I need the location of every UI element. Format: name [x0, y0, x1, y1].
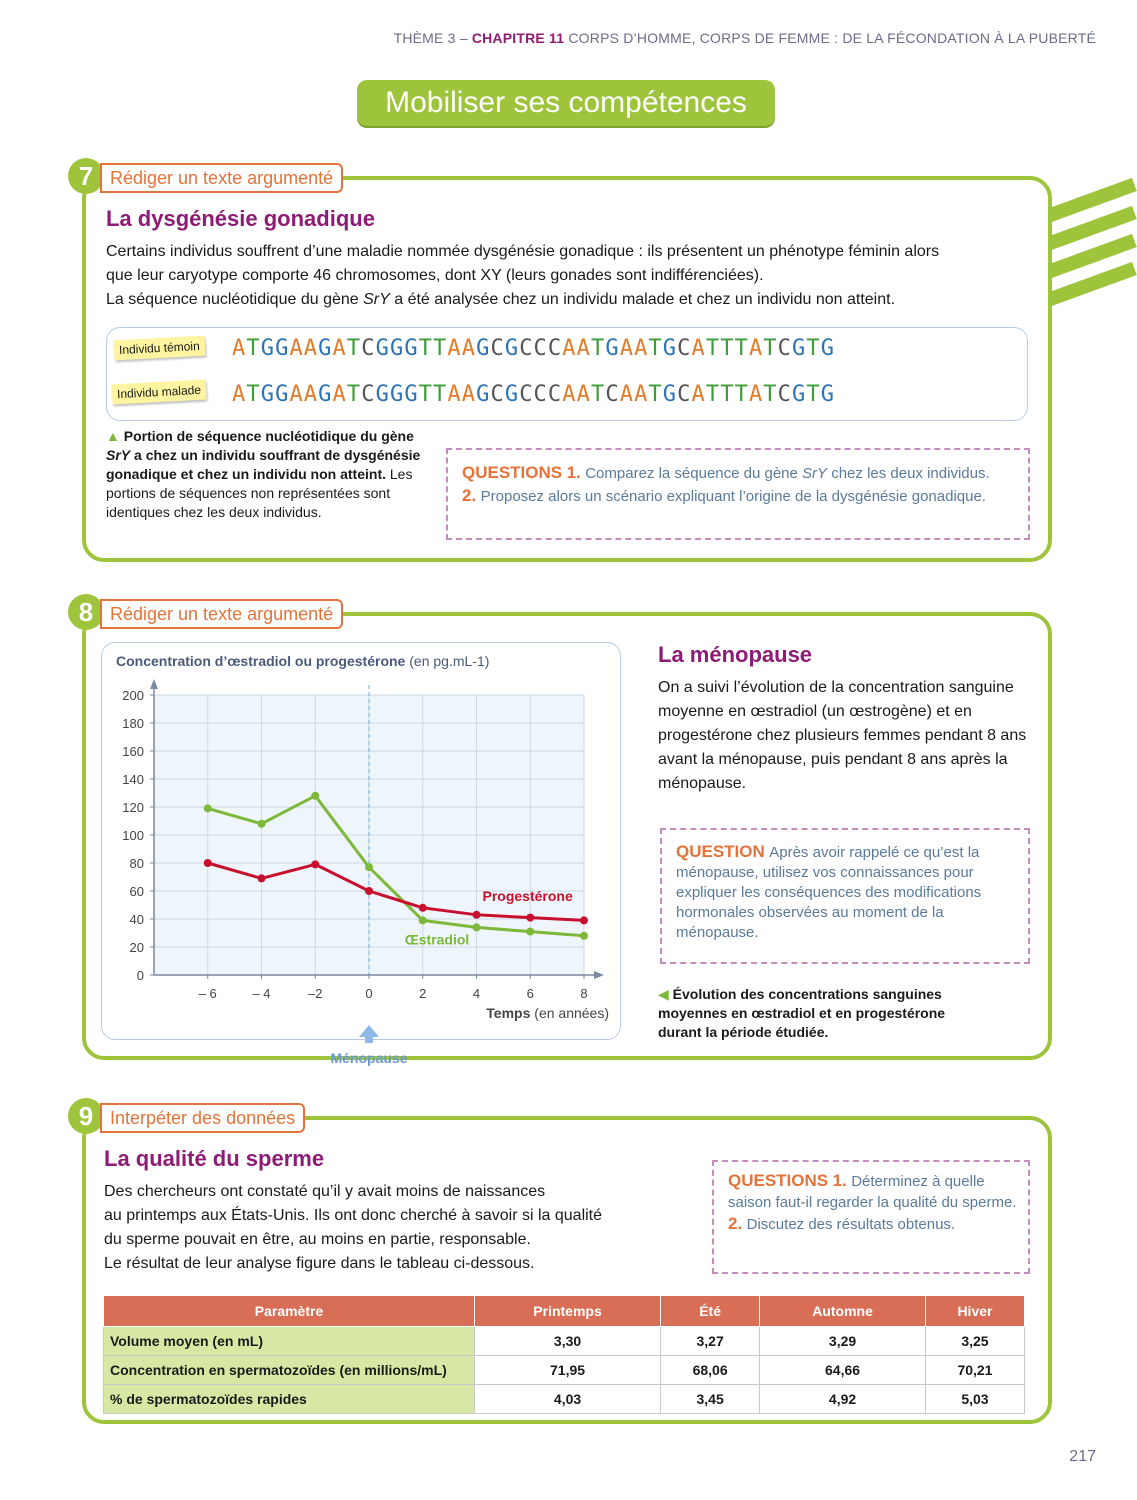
- header-subtitle: CORPS D’HOMME, CORPS DE FEMME : DE LA FÉCONDATION À LA PUBERTÉ: [568, 30, 1096, 46]
- y-tick-label: 100: [122, 828, 144, 843]
- data-point: [580, 916, 588, 924]
- y-tick-label: 60: [129, 884, 144, 899]
- data-point: [526, 928, 534, 936]
- x-tick-label: 2: [419, 986, 427, 1001]
- header-chapter: CHAPITRE 11: [471, 30, 565, 46]
- exercise-9-tag: Interpéter des données: [100, 1103, 305, 1133]
- exercise-7-tag: Rédiger un texte argumenté: [100, 163, 343, 193]
- x-tick-label: – 4: [252, 986, 271, 1001]
- sperm-quality-table: [103, 1295, 1025, 1414]
- table-row: % de spermatozoïdes rapides 4,03 3,45 4,92 5,03: [104, 1385, 1025, 1414]
- page-number: 217: [1069, 1448, 1096, 1465]
- table-header-row: Paramètre Printemps Été Automne Hiver: [104, 1296, 1025, 1327]
- header-theme: THÈME 3 –: [393, 30, 468, 46]
- question-1: Déterminez à quelle saison faut-il regarder la qualité du sperme.: [728, 1173, 1017, 1211]
- data-point: [473, 923, 481, 931]
- exercise-8-question: [660, 828, 1030, 964]
- x-tick-label: – 6: [198, 986, 217, 1001]
- data-point: [419, 916, 427, 924]
- series-label-oestradiol: Œstradiol: [404, 931, 470, 948]
- x-tick-label: –2: [308, 986, 323, 1001]
- y-tick-label: 120: [122, 800, 144, 815]
- x-tick-label: 4: [472, 986, 481, 1001]
- y-tick-label: 200: [122, 688, 144, 703]
- exercise-9-intro: Des chercheurs ont constaté qu’il y avait moins de naissances au printemps aux États-Unis. Ils ont donc cherché à savoir si la qualité du sperme pouvait en être, au moins en partie, responsable. Le résultat de leur analyse figure dans le tableau ci-dessous.: [104, 1183, 603, 1272]
- data-point: [204, 859, 212, 867]
- intro-line-1: Certains individus souffrent d’une maladie nommée dysgénésie gonadique : ils présentent un phénotype féminin alors: [106, 243, 940, 260]
- data-point: [204, 804, 212, 812]
- question-2: Proposez alors un scénario expliquant l’origine de la dysgénésie gonadique.: [480, 488, 986, 505]
- data-point: [473, 911, 481, 919]
- exercise-8-paragraph: On a suivi l’évolution de la concentration sanguine moyenne en œstradiol (un œstrogène) et en progestérone chez plusieurs femmes pendant 8 ans avant la ménopause, puis pendant 8 ans après la ménopause.: [658, 679, 1027, 792]
- questions-label: QUESTIONS: [462, 463, 563, 482]
- x-tick-label: 8: [580, 986, 588, 1001]
- exercise-8-caption: ◀ Évolution des concentrations sanguines moyennes en œstradiol et en progestérone durant la période étudiée.: [658, 986, 946, 1040]
- data-point: [365, 887, 373, 895]
- sequence-temoin: ATGGAAGATCGGGTTAAGCGCCCAATGAATGCATTTATCGTG: [232, 336, 836, 361]
- intro-line-3: La séquence nucléotidique du gène SrY a été analysée chez un individu malade et chez un individu non atteint.: [106, 291, 896, 308]
- exercise-7-title: La dysgénésie gonadique: [106, 206, 375, 231]
- x-axis-arrow-icon: [594, 971, 604, 979]
- exercise-8-tag: Rédiger un texte argumenté: [100, 599, 343, 629]
- question-2: Discutez des résultats obtenus.: [746, 1216, 956, 1233]
- y-tick-label: 180: [122, 716, 144, 731]
- table-row: Concentration en spermatozoïdes (en millions/mL) 71,95 68,06 64,66 70,21: [104, 1356, 1025, 1385]
- question-label: QUESTION: [676, 842, 765, 861]
- y-axis-arrow-icon: [150, 679, 158, 689]
- exercise-7-questions: QUESTIONS 1. Comparez la séquence du gène SrY chez les deux individus. 2. Proposez alors un scénario expliquant l’origine de la dysgénésie gonadique.: [446, 448, 1030, 540]
- sequence-malade: ATGGAAGATCGGGTTAAGCGCCCAATCAATGCATTTATCGTG: [232, 382, 836, 407]
- y-tick-label: 160: [122, 744, 144, 759]
- running-header: [394, 30, 1096, 46]
- data-point: [580, 932, 588, 940]
- caption-triangle-icon: ◀: [658, 986, 669, 1002]
- question-text: Après avoir rappelé ce qu’est la ménopause, utilisez vos connaissances pour expliquer les conséquences des modifications hormonales observées au moment de la ménopause.: [676, 844, 982, 941]
- chart-title: Concentration d’œstradiol ou progestérone (en pg.mL-1): [116, 653, 490, 669]
- page-title: Mobiliser ses compétences: [357, 80, 775, 126]
- data-point: [311, 860, 319, 868]
- decorative-stripes: [1042, 178, 1128, 298]
- exercise-7-number: 7: [68, 158, 104, 194]
- y-tick-label: 0: [136, 968, 144, 983]
- intro-line-2: que leur caryotype comporte 46 chromosomes, dont XY (leurs gonades sont indifférenciées).: [106, 267, 764, 284]
- x-axis-label: Temps (en années): [486, 1005, 609, 1021]
- data-point: [258, 874, 266, 882]
- data-point: [419, 904, 427, 912]
- exercise-9-title: La qualité du sperme: [104, 1146, 325, 1171]
- menopause-label: Ménopause: [330, 1050, 408, 1066]
- hormone-line-chart: [102, 643, 620, 1066]
- data-point: [311, 792, 319, 800]
- label-individu-temoin: Individu témoin: [114, 336, 206, 361]
- exercise-9-number: 9: [68, 1098, 104, 1134]
- data-point: [365, 863, 373, 871]
- label-individu-malade: Individu malade: [112, 380, 207, 405]
- y-tick-label: 20: [129, 940, 144, 955]
- exercise-7-caption: ▲ Portion de séquence nucléotidique du gène SrY a chez un individu souffrant de dysgénésie gonadique et chez un individu non atteint. Les portions de séquences non représentées sont identiques chez les deux individus.: [106, 428, 421, 520]
- exercise-8-number: 8: [68, 594, 104, 630]
- series-label-progesterone: Progestérone: [482, 887, 573, 904]
- exercise-9-questions: QUESTIONS 1. Déterminez à quelle saison faut-il regarder la qualité du sperme. 2. Discutez des résultats obtenus.: [712, 1160, 1030, 1274]
- y-tick-label: 140: [122, 772, 144, 787]
- x-tick-label: 6: [526, 986, 534, 1001]
- exercise-8-title: La ménopause: [658, 642, 813, 667]
- data-point: [526, 914, 534, 922]
- caption-triangle-icon: ▲: [106, 428, 120, 444]
- y-tick-label: 40: [129, 912, 144, 927]
- question-1: Comparez la séquence du gène SrY chez les deux individus.: [585, 465, 990, 482]
- graph-panel: [101, 642, 621, 1066]
- data-point: [258, 820, 266, 828]
- y-tick-label: 80: [129, 856, 144, 871]
- exercise-7-intro: [106, 240, 1036, 312]
- x-tick-label: 0: [365, 986, 373, 1001]
- table-row: Volume moyen (en mL) 3,30 3,27 3,29 3,25: [104, 1327, 1025, 1356]
